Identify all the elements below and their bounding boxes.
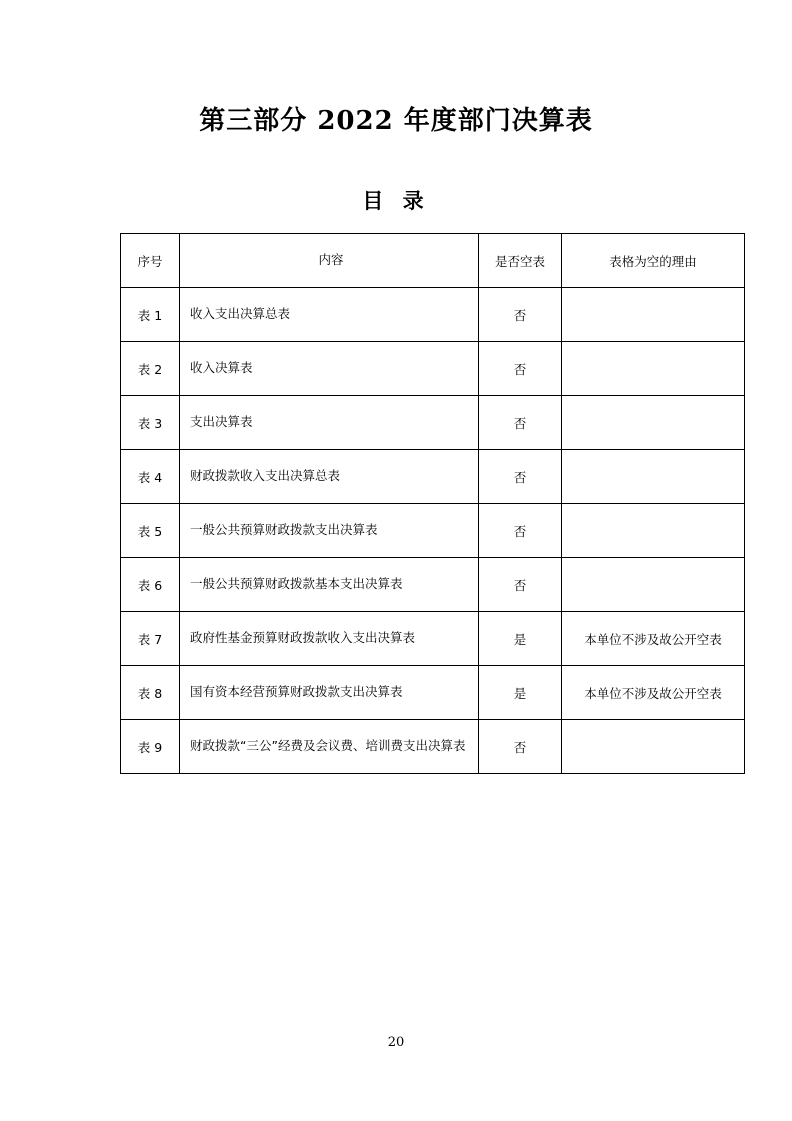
row-content: 支出决算表 [180, 396, 479, 450]
row-no: 表 7 [121, 612, 180, 666]
row-reason [562, 720, 745, 774]
row-no: 表 5 [121, 504, 180, 558]
row-content: 财政拨款收入支出决算总表 [180, 450, 479, 504]
row-reason [562, 288, 745, 342]
row-no: 表 6 [121, 558, 180, 612]
row-content: 一般公共预算财政拨款支出决算表 [180, 504, 479, 558]
row-is-empty: 否 [479, 288, 562, 342]
row-is-empty: 是 [479, 612, 562, 666]
table-row [121, 288, 745, 342]
row-reason [562, 396, 745, 450]
table-row [121, 612, 745, 666]
row-no: 表 1 [121, 288, 180, 342]
row-content: 一般公共预算财政拨款基本支出决算表 [180, 558, 479, 612]
table-header-row [121, 234, 745, 288]
row-reason [562, 342, 745, 396]
row-reason [562, 504, 745, 558]
row-no: 表 9 [121, 720, 180, 774]
table-row [121, 342, 745, 396]
row-is-empty: 否 [479, 720, 562, 774]
toc-table [120, 233, 745, 774]
header-is-empty: 是否空表 [479, 234, 562, 288]
row-no: 表 2 [121, 342, 180, 396]
row-reason: 本单位不涉及故公开空表 [562, 666, 745, 720]
row-content: 财政拨款“三公”经费及会议费、培训费支出决算表 [180, 720, 479, 774]
row-content: 收入支出决算总表 [180, 288, 479, 342]
row-no: 表 3 [121, 396, 180, 450]
row-is-empty: 否 [479, 342, 562, 396]
table-row [121, 720, 745, 774]
page-title: 第三部分 2022 年度部门决算表 [199, 106, 593, 136]
table-row [121, 450, 745, 504]
row-is-empty: 否 [479, 450, 562, 504]
row-is-empty: 是 [479, 666, 562, 720]
table-row [121, 504, 745, 558]
page-number: 20 [387, 1035, 405, 1050]
header-content: 内容 [180, 234, 479, 288]
row-is-empty: 否 [479, 558, 562, 612]
row-reason: 本单位不涉及故公开空表 [562, 612, 745, 666]
toc-heading: 目 录 [362, 188, 430, 213]
row-is-empty: 否 [479, 504, 562, 558]
table-row [121, 666, 745, 720]
header-reason: 表格为空的理由 [562, 234, 745, 288]
row-content: 收入决算表 [180, 342, 479, 396]
row-no: 表 8 [121, 666, 180, 720]
row-is-empty: 否 [479, 396, 562, 450]
row-content: 国有资本经营预算财政拨款支出决算表 [180, 666, 479, 720]
row-reason [562, 450, 745, 504]
row-reason [562, 558, 745, 612]
row-no: 表 4 [121, 450, 180, 504]
table-row [121, 396, 745, 450]
header-no: 序号 [121, 234, 180, 288]
table-row [121, 558, 745, 612]
row-content: 政府性基金预算财政拨款收入支出决算表 [180, 612, 479, 666]
